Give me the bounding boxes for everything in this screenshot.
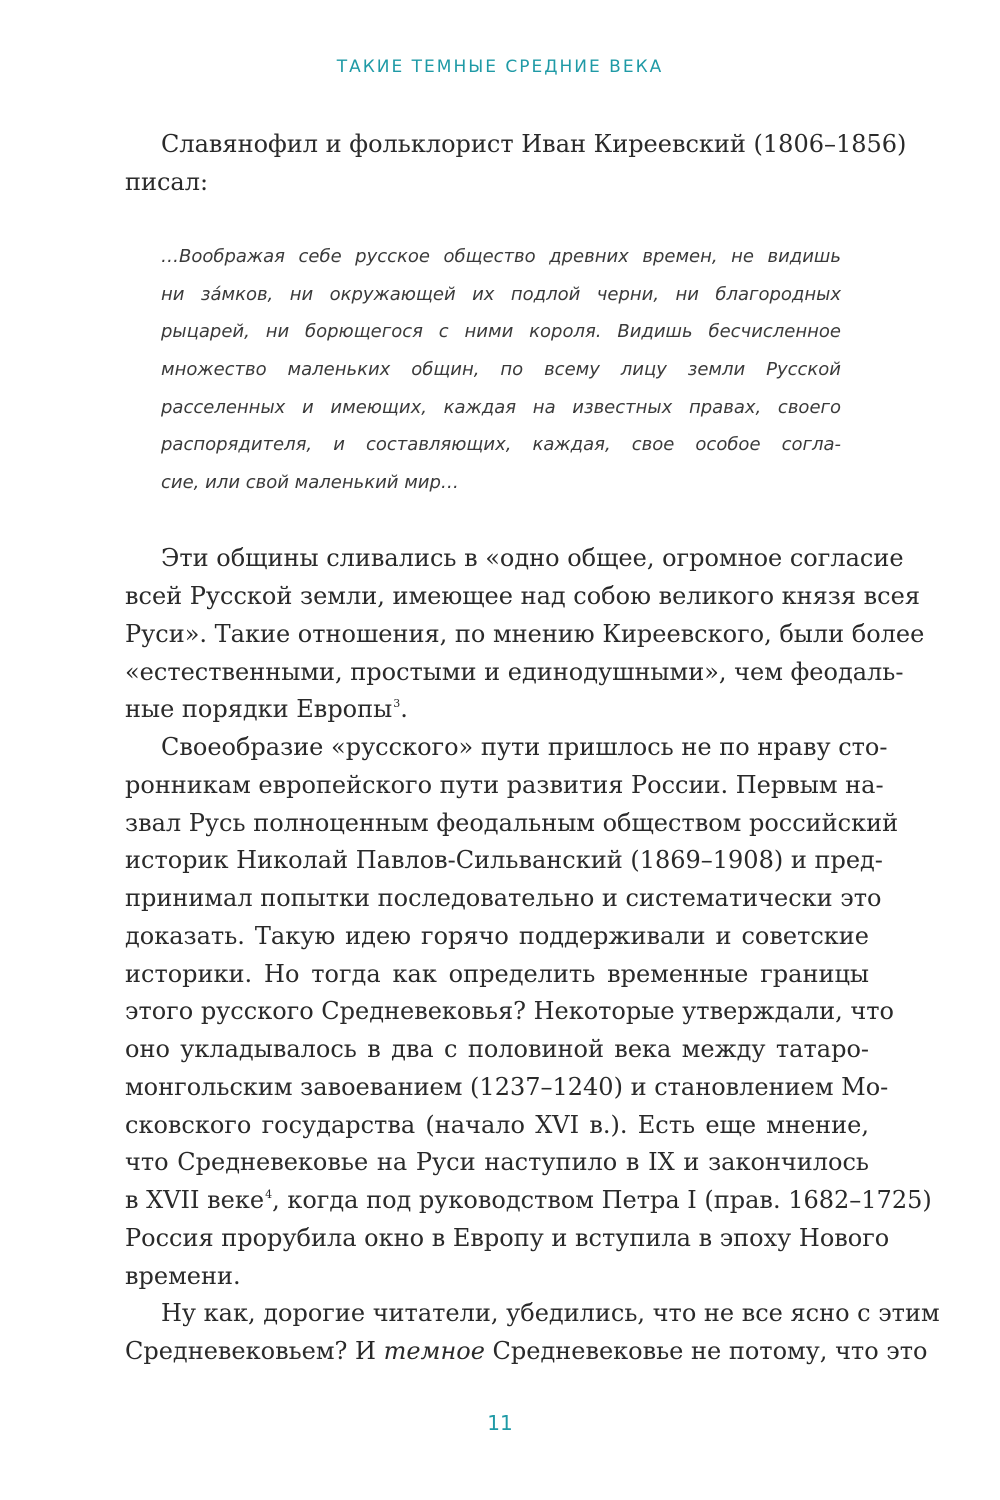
paragraph-line: этого русского Средневековья? Некоторые утверждали, что: [125, 997, 894, 1025]
running-head: ТАКИЕ ТЕМНЫЕ СРЕДНИЕ ВЕКА: [336, 57, 664, 77]
paragraph-text: .: [400, 695, 408, 723]
intro-line: Славянофил и фольклорист Иван Киреевский (1806–1856): [161, 130, 907, 158]
paragraph-line: всей Русской земли, имеющее над собою великого князя всея: [125, 582, 920, 610]
footnote-marker: 3: [393, 697, 401, 710]
paragraph-line: звал Русь полноценным феодальным обществом российский: [125, 809, 899, 837]
paragraph-line: Своеобразие «русского» пути пришлось не по нраву сто-: [161, 733, 888, 761]
quote-line: …Воображая себе русское общество древних времен, не видишь: [161, 246, 841, 267]
paragraph-line: Ну как, дорогие читатели, убедились, что не все ясно с этим: [161, 1299, 940, 1327]
quote-line: распорядителя, и составляющих, каждая, свое особое согла-: [161, 434, 841, 455]
paragraph-line: [125, 692, 869, 731]
paragraph-line: оно укладывалось в два с половиной века между татаро-: [125, 1035, 869, 1063]
paragraph-text: ные порядки Европы: [125, 695, 393, 723]
paragraph-line: принимал попытки последовательно и систематически это: [125, 884, 882, 912]
page-number: 11: [487, 1411, 513, 1435]
paragraph-line: «естественными, простыми и единодушными», чем феодаль-: [125, 658, 904, 686]
quote-line: расселенных и имеющих, каждая на известных правах, своего: [161, 397, 841, 418]
paragraph-line: что Средневековье на Руси наступило в IX и закончилось: [125, 1148, 869, 1176]
footnote-marker: 4: [265, 1188, 273, 1201]
paragraph-line: монгольским завоеванием (1237–1240) и становлением Мо-: [125, 1073, 889, 1101]
quote-line: ни зáмков, ни окружающей их подлой черни, ни благородных: [161, 284, 841, 305]
quote-line: рыцарей, ни борющегося с ними короля. Видишь бесчисленное: [161, 321, 841, 342]
quote-line: сие, или свой маленький мир…: [161, 472, 459, 493]
paragraph-line: [125, 1183, 932, 1222]
paragraph-line: историки. Но тогда как определить временные границы: [125, 960, 869, 988]
paragraph-line: доказать. Такую идею горячо поддерживали и советские: [125, 922, 869, 950]
paragraph-text: Средневековьем? И: [125, 1337, 384, 1365]
emphasis-text: темное: [383, 1337, 485, 1365]
paragraph-text: , когда под руководством Петра I (прав. 1682–1725): [272, 1186, 932, 1214]
paragraph-line: [125, 1334, 928, 1368]
intro-line: писал:: [125, 168, 209, 196]
paragraph-line: историк Николай Павлов-Сильванский (1869–1908) и пред-: [125, 846, 883, 874]
quote-line: множество маленьких общин, по всему лицу земли Русской: [161, 359, 841, 380]
paragraph-line: сковского государства (начало XVI в.). Есть еще мнение,: [125, 1111, 869, 1139]
paragraph-line: Руси». Такие отношения, по мнению Киреевского, были более: [125, 620, 925, 648]
paragraph-line: ронникам европейского пути развития России. Первым на-: [125, 771, 884, 799]
paragraph-line: времени.: [125, 1262, 241, 1290]
paragraph-line: Эти общины сливались в «одно общее, огромное согласие: [161, 544, 904, 572]
paragraph-line: Россия прорубила окно в Европу и вступила в эпоху Нового: [125, 1224, 890, 1252]
paragraph-text: Средневековье не потому, что это: [484, 1337, 928, 1365]
paragraph-text: в XVII веке: [125, 1186, 265, 1214]
